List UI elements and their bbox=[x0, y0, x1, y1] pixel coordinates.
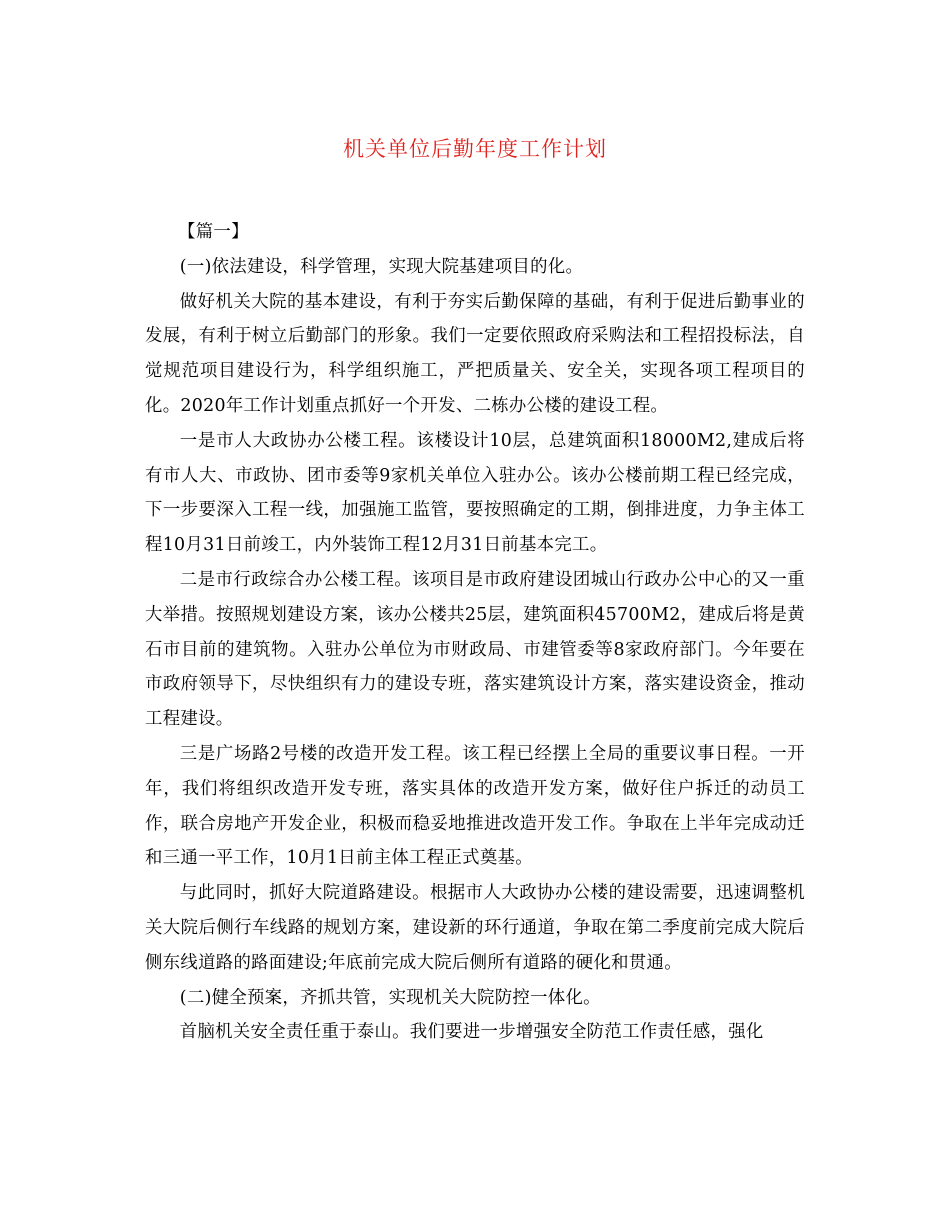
paragraph-heading-1: (一)依法建设，科学管理，实现大院基建项目的化。 bbox=[179, 256, 584, 277]
paragraph-project-2: 二是市行政综合办公楼工程。该项目是市政府建设团城山行政办公中心的又一重大举措。按照规划建设方案，该办公楼共25层，建筑面积45700M2，建成后将是黄石市目前的建筑物。入驻办公单位为市财政局、市建管委等8家政府部门。今年要在市政府领导下，尽快组织有力的建设专班，落实建筑设计方案，落实建设资金，推动工程建设。 bbox=[145, 569, 805, 730]
paragraph-project-1: 一是市人大政协办公楼工程。该楼设计10层，总建筑面积18000M2,建成后将有市人大、市政协、团市委等9家机关单位入驻办公。该办公楼前期工程已经完成，下一步要深入工程一线，加强施工监管，要按照确定的工期，倒排进度，力争主体工程10月31日前竣工，内外装饰工程12月31日前基本完工。 bbox=[145, 430, 805, 556]
paragraph-intro: 做好机关大院的基本建设，有利于夯实后勤保障的基础，有利于促进后勤事业的发展，有利于树立后勤部门的形象。我们一定要依照政府采购法和工程招投标法，自觉规范项目建设行为，科学组织施工，严把质量关、安全关，实现各项工程项目的化。2020年工作计划重点抓好一个开发、二栋办公楼的建设工程。 bbox=[145, 291, 805, 416]
document-body bbox=[145, 215, 805, 1050]
paragraph-project-3: 三是广场路2号楼的改造开发工程。该工程已经摆上全局的重要议事日程。一开年，我们将组织改造开发专班，落实具体的改造开发方案，做好住户拆迁的动员工作，联合房地产开发企业，积极而稳妥地推进改造开发工作。争取在上半年完成动迁和三通一平工作，10月1日前主体工程正式奠基。 bbox=[145, 743, 805, 869]
paragraph-safety: 首脑机关安全责任重于泰山。我们要进一步增强安全防范工作责任感，强化 bbox=[179, 1022, 764, 1043]
paragraph-heading-2: (二)健全预案，齐抓共管，实现机关大院防控一体化。 bbox=[179, 987, 601, 1008]
paragraph-roads: 与此同时，抓好大院道路建设。根据市人大政协办公楼的建设需要，迅速调整机关大院后侧行车线路的规划方案，建设新的环行通道，争取在第二季度前完成大院后侧东线道路的路面建设;年底前完成大院后侧所有道路的硬化和贯通。 bbox=[145, 883, 805, 973]
document-title: 机关单位后勤年度工作计划 bbox=[343, 137, 607, 161]
section-label: 【篇一】 bbox=[178, 222, 249, 242]
